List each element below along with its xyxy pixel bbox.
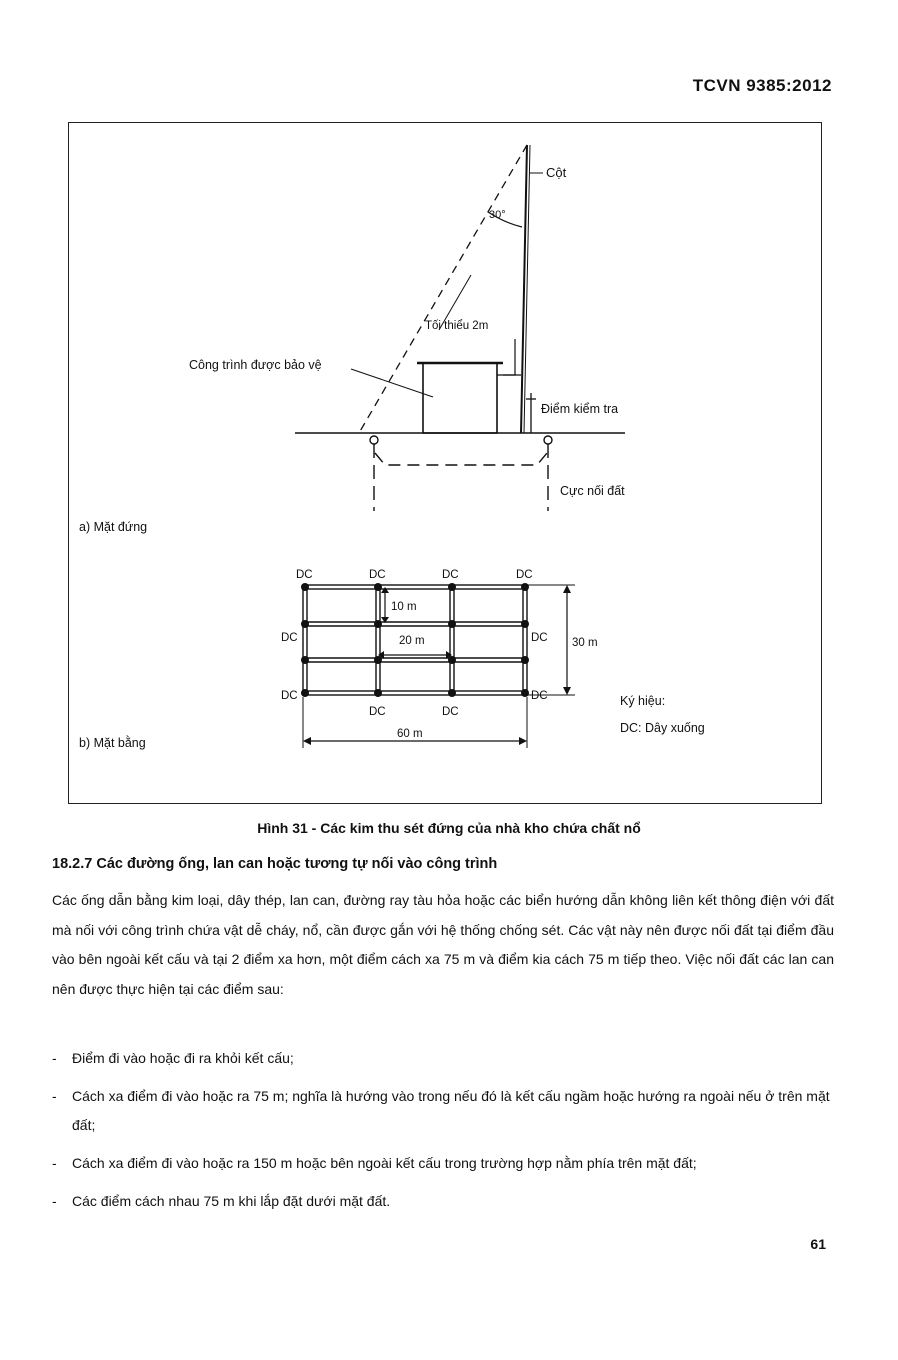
min-distance-mark xyxy=(503,339,515,375)
angle-label: 30° xyxy=(489,209,506,221)
dc-label: DC xyxy=(369,569,386,581)
dc-label: DC xyxy=(516,569,533,581)
ground-rod-label: Cực nối đất xyxy=(560,484,625,498)
standard-header: TCVN 9385:2012 xyxy=(692,76,832,95)
legend-dc: DC: Dây xuống xyxy=(620,721,705,735)
protected-building xyxy=(423,363,497,433)
buried-conductor xyxy=(375,453,547,465)
dc-label: DC xyxy=(531,690,548,702)
dimension-10m: 10 m xyxy=(391,601,417,613)
section-title: 18.2.7 Các đường ống, lan can hoặc tương tự nối vào công trình xyxy=(52,856,498,872)
dc-label: DC xyxy=(531,632,548,644)
list-item: - Điểm đi vào hoặc đi ra khỏi kết cấu; xyxy=(52,1044,834,1073)
elevation-view-label: a) Mặt đứng xyxy=(79,520,148,534)
dc-label: DC xyxy=(442,706,459,718)
dc-label: DC xyxy=(442,569,459,581)
dimension-30m: 30 m xyxy=(572,637,598,649)
list-item: - Các điểm cách nhau 75 m khi lắp đặt dưới mặt đất. xyxy=(52,1187,834,1216)
dc-label: DC xyxy=(296,569,313,581)
section-paragraph: Các ống dẫn bằng kim loại, dây thép, lan can, đường ray tàu hỏa hoặc các biển hướng dẫn không liên kết thông điện với đất mà nối với công trình chứa vật dễ cháy, nổ, cần được gắn với hệ thống chống sét. Các vật này nên được nối đất tại điểm đầu vào bên ngoài kết cấu và tại 2 điểm xa hơn, một điểm cách xa 75 m và điểm kia cách 75 m tiếp theo. Việc nối đất các lan can nên được thực hiện tại các điểm sau: xyxy=(52,892,834,997)
dc-label: DC xyxy=(281,632,298,644)
mast-label: Cột xyxy=(546,165,567,180)
figure-caption: Hình 31 - Các kim thu sét đứng của nhà kho chứa chất nổ xyxy=(257,820,641,836)
dc-label: DC xyxy=(369,706,386,718)
ground-rod-right xyxy=(544,436,552,444)
min-distance-label: Tối thiểu 2m xyxy=(425,320,489,332)
page-number: 61 xyxy=(810,1236,826,1252)
dimension-60m: 60 m xyxy=(397,728,423,740)
figure-drawing xyxy=(69,123,821,803)
list-item: - Cách xa điểm đi vào hoặc ra 150 m hoặc bên ngoài kết cấu trong trường hợp nằm phía trên mặt đất; xyxy=(52,1149,834,1178)
list-item: - Cách xa điểm đi vào hoặc ra 75 m; nghĩa là hướng vào trong nếu đó là kết cấu ngầm hoặc hướng ra ngoài nếu ở trên mặt đất; xyxy=(52,1082,834,1140)
plan-view xyxy=(301,583,575,748)
bullet-list xyxy=(52,1044,834,1225)
figure-frame xyxy=(68,122,822,804)
protection-cone-line xyxy=(359,145,527,433)
legend-title: Ký hiệu: xyxy=(620,694,666,708)
protected-structure-label: Công trình được bảo vệ xyxy=(189,358,322,372)
dc-label: DC xyxy=(281,690,298,702)
ground-rod-left xyxy=(370,436,378,444)
mast xyxy=(521,145,527,433)
dimension-20m: 20 m xyxy=(399,635,425,647)
test-point-label: Điểm kiểm tra xyxy=(541,402,619,416)
plan-view-label: b) Mặt bằng xyxy=(79,736,146,750)
